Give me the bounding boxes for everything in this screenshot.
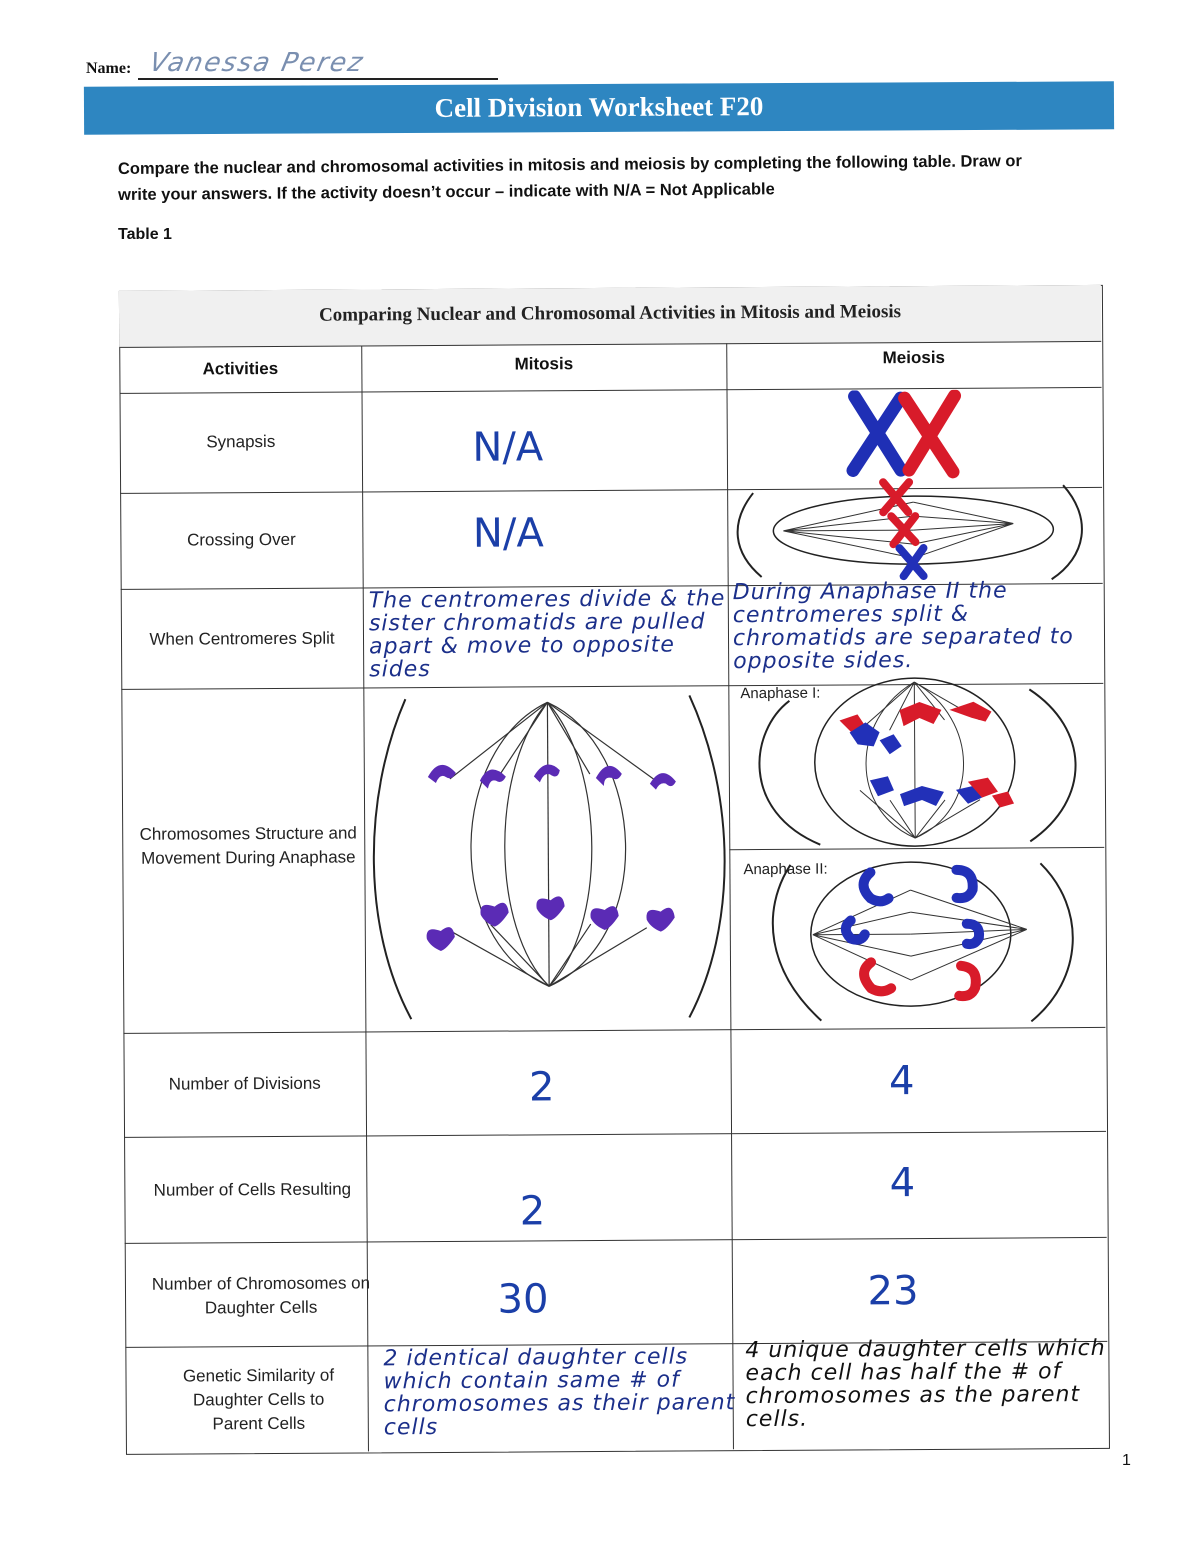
meiosis-anaphase-i-drawing: [729, 669, 1102, 849]
meiosis-divisions-answer: 4: [888, 1058, 915, 1105]
meiosis-cells-answer: 4: [889, 1160, 916, 1207]
page-title: Cell Division Worksheet F20: [434, 91, 764, 123]
mitosis-similarity-answer: 2 identical daughter cells which contain same # of chromosomes as their parent cells: [383, 1344, 736, 1441]
table-label: Table 1: [118, 226, 172, 243]
instructions: Compare the nuclear and chromosomal activities in mitosis and meiosis by completing the following table. Draw or write your answers. If the activity doesn’t occur – indicate with N/A = Not Applicable: [117, 152, 1022, 205]
mitosis-crossing-answer: N/A: [472, 510, 544, 557]
row-label-anaphase: Chromosomes Structure and Movement During Anaphase: [139, 823, 357, 868]
name-signature: Vanessa Perez: [146, 48, 368, 78]
row-label-centromeres: When Centromeres Split: [149, 628, 335, 649]
crossing-over-drawing: [733, 471, 1099, 585]
name-label: Name:: [86, 60, 132, 77]
row-label-divisions: Number of Divisions: [168, 1073, 321, 1094]
row-label-crossing-over: Crossing Over: [187, 529, 296, 550]
meiosis-centromere-answer: During Anaphase II the centromeres split & chromatids are separated to opposite sides.: [732, 578, 1074, 675]
meiosis-anaphase-ii-drawing: [730, 849, 1103, 1027]
col-head-meiosis: Meiosis: [882, 347, 946, 368]
anaphase-i-label: Anaphase I:: [740, 684, 821, 703]
mitosis-divisions-answer: 2: [528, 1064, 555, 1111]
row-label-chromosomes: Number of Chromosomes on Daughter Cells: [151, 1273, 371, 1318]
meiosis-chromosomes-answer: 23: [867, 1268, 919, 1315]
table-title: Comparing Nuclear and Chromosomal Activities in Mitosis and Meiosis: [318, 301, 902, 326]
anaphase-ii-label: Anaphase II:: [743, 860, 828, 879]
col-head-activities: Activities: [202, 358, 279, 379]
synapsis-xx-drawing: [843, 390, 974, 481]
meiosis-similarity-answer: 4 unique daughter cells which each cell has half the # of chromosomes as the parent cells.: [745, 1335, 1106, 1433]
col-head-mitosis: Mitosis: [514, 354, 574, 374]
mitosis-cells-answer: 2: [519, 1188, 546, 1235]
mitosis-synapsis-answer: N/A: [472, 424, 544, 471]
mitosis-anaphase-drawing: [369, 687, 727, 1029]
row-label-similarity: Genetic Similarity of Daughter Cells to Parent Cells: [182, 1365, 335, 1434]
mitosis-chromosomes-answer: 30: [497, 1276, 549, 1323]
row-label-synapsis: Synapsis: [206, 431, 276, 452]
page-number: 1: [1122, 1452, 1131, 1469]
table-header: [119, 285, 1101, 348]
row-label-cells: Number of Cells Resulting: [153, 1179, 352, 1200]
mitosis-centromere-answer: The centromeres divide & the sister chromatids are pulled apart & move to opposite sides: [368, 586, 726, 683]
